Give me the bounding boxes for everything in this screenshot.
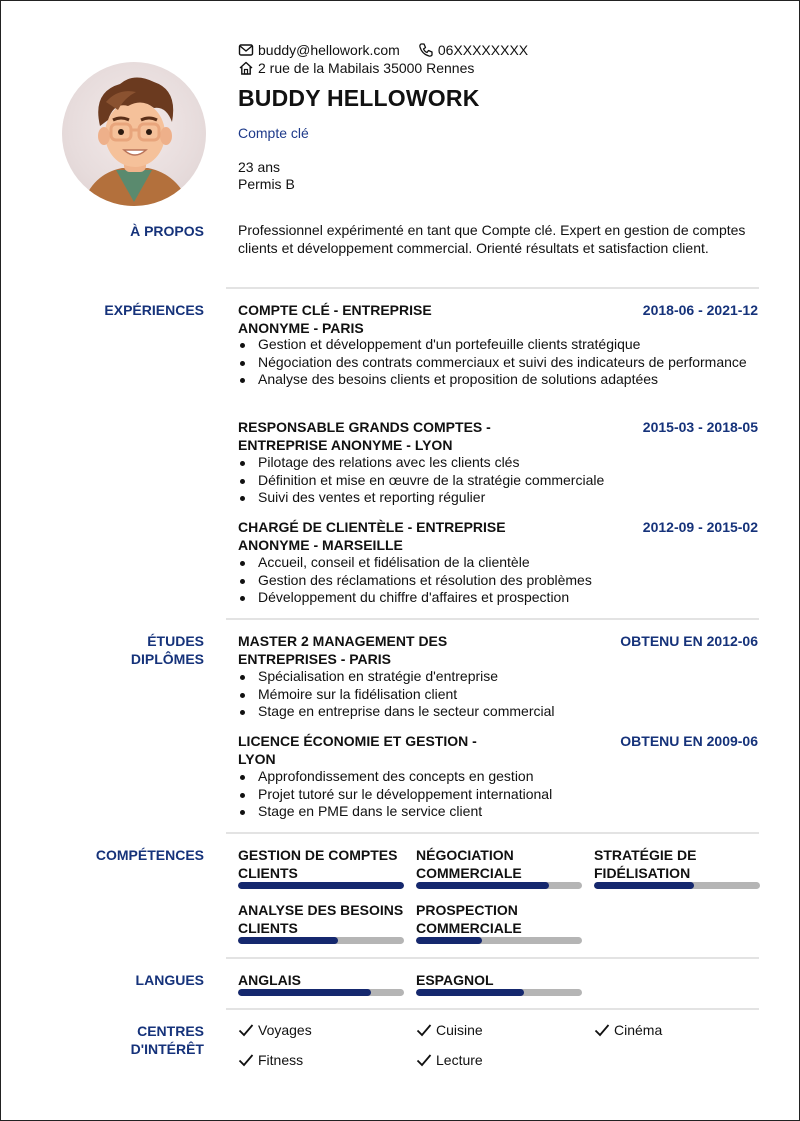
education-bullets [238, 668, 758, 721]
skill-bar [238, 937, 404, 944]
divider [226, 618, 759, 620]
home-icon [238, 60, 254, 76]
interest-item: Voyages [238, 1022, 312, 1038]
phone-icon [418, 42, 434, 58]
divider [226, 957, 759, 959]
interest-item: Lecture [416, 1052, 483, 1068]
skill-item: GESTION DE COMPTES CLIENTS [238, 846, 404, 882]
section-title-skills: COMPÉTENCES [95, 847, 204, 863]
list-item: Stage en PME dans le service client [238, 803, 758, 821]
check-icon [238, 1023, 254, 1037]
phone-text[interactable]: 06XXXXXXXX [437, 42, 529, 58]
experience-date: 2018-06 - 2021-12 [642, 302, 758, 318]
list-item: Gestion des réclamations et résolution des problèmes [238, 572, 758, 590]
list-item: Suivi des ventes et reporting régulier [238, 489, 758, 507]
list-item: Gestion et développement d'un portefeuille clients stratégique [238, 336, 758, 354]
skill-item: NÉGOCIATION COMMERCIALE [416, 846, 582, 882]
interest-item: Cuisine [416, 1022, 483, 1038]
candidate-age: 23 ans [238, 159, 281, 175]
divider [226, 1008, 759, 1010]
candidate-name: BUDDY HELLOWORK [238, 85, 480, 111]
skill-bar [416, 882, 582, 889]
check-icon [416, 1053, 432, 1067]
language-item: ESPAGNOL [416, 971, 582, 989]
skill-item: PROSPECTION COMMERCIALE [416, 901, 582, 937]
education-bullets [238, 768, 758, 821]
section-title-languages: LANGUES [135, 972, 204, 988]
skill-bar [594, 882, 760, 889]
check-icon [594, 1023, 610, 1037]
skill-item: STRATÉGIE DE FIDÉLISATION [594, 846, 760, 882]
experience-title: COMPTE CLÉ - ENTREPRISE ANONYME - PARIS [238, 302, 432, 336]
language-bar [238, 989, 404, 996]
envelope-icon [238, 42, 254, 58]
section-title-about: À PROPOS [130, 223, 204, 239]
skill-item: ANALYSE DES BESOINS CLIENTS [238, 901, 404, 937]
experience-title: CHARGÉ DE CLIENTÈLE - ENTREPRISE ANONYME - MARSEILLE [238, 519, 506, 553]
list-item: Approfondissement des concepts en gestion [238, 768, 758, 786]
experience-bullets [238, 554, 758, 607]
candidate-role: Compte clé [238, 125, 309, 141]
check-icon [238, 1053, 254, 1067]
email-text[interactable]: buddy@hellowork.com [258, 42, 400, 58]
divider [226, 832, 759, 834]
interest-item: Fitness [238, 1052, 303, 1068]
list-item: Stage en entreprise dans le secteur commercial [238, 703, 758, 721]
list-item: Définition et mise en œuvre de la stratégie commerciale [238, 472, 758, 490]
skill-bar [238, 882, 404, 889]
section-title-interests: CENTRES D'INTÉRÊT [130, 1023, 204, 1057]
experience-date: 2012-09 - 2015-02 [642, 519, 758, 535]
avatar-illustration [62, 62, 206, 206]
interest-item: Cinéma [594, 1022, 662, 1038]
skill-bar [416, 937, 582, 944]
about-text: Professionnel expérimenté en tant que Compte clé. Expert en gestion de comptes clients et développement commercial. Orienté résultats et satisfaction client. [238, 222, 746, 256]
divider [226, 287, 759, 289]
experience-title: RESPONSABLE GRANDS COMPTES - ENTREPRISE ANONYME - LYON [238, 419, 491, 453]
experience-bullets [238, 336, 758, 389]
list-item: Mémoire sur la fidélisation client [238, 686, 758, 704]
address-text: 2 rue de la Mabilais 35000 Rennes [258, 60, 475, 76]
section-title-education: ÉTUDES DIPLÔMES [130, 633, 204, 667]
list-item: Projet tutoré sur le développement international [238, 786, 758, 804]
list-item: Spécialisation en stratégie d'entreprise [238, 668, 758, 686]
list-item: Analyse des besoins clients et proposition de solutions adaptées [238, 371, 758, 389]
candidate-license: Permis B [238, 176, 295, 192]
education-title: LICENCE ÉCONOMIE ET GESTION - LYON [238, 733, 477, 767]
list-item: Accueil, conseil et fidélisation de la clientèle [238, 554, 758, 572]
avatar [62, 62, 206, 206]
list-item: Développement du chiffre d'affaires et prospection [238, 589, 758, 607]
list-item: Négociation des contrats commerciaux et suivi des indicateurs de performance [238, 354, 758, 372]
check-icon [416, 1023, 432, 1037]
section-title-experiences: EXPÉRIENCES [104, 302, 204, 318]
education-date: OBTENU EN 2009-06 [620, 733, 758, 749]
contact-row [238, 42, 528, 58]
language-bar [416, 989, 582, 996]
address-row [238, 60, 474, 76]
education-title: MASTER 2 MANAGEMENT DES ENTREPRISES - PARIS [238, 633, 448, 667]
education-date: OBTENU EN 2012-06 [620, 633, 758, 649]
list-item: Pilotage des relations avec les clients clés [238, 454, 758, 472]
experience-bullets [238, 454, 758, 507]
experience-date: 2015-03 - 2018-05 [642, 419, 758, 435]
language-item: ANGLAIS [238, 971, 404, 989]
